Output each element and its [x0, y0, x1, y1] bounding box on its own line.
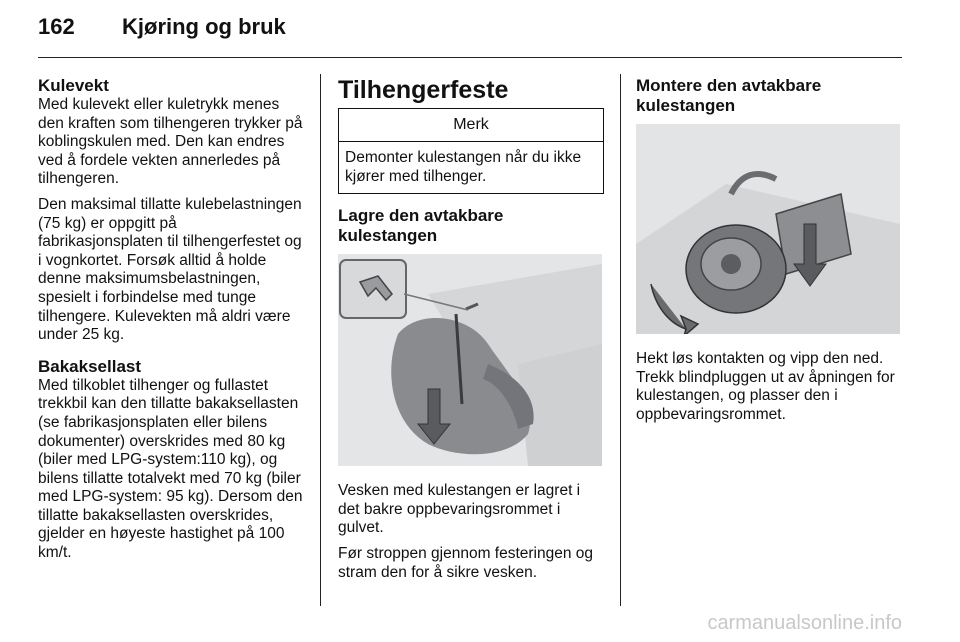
note-box: [338, 108, 604, 194]
paragraph-kulebelastning: Den maksimal tillatte kulebelastningen (75 kg) er oppgitt på fabrikasjonsplaten til tilhengerfestet og i vognkortet. Forsøk alltid å holde denne maksimumsbelastningen, spesielt i forbindelse med tunge tilhengere. Kulevekten må aldri være under 25 kg.: [38, 195, 302, 344]
paragraph-montere: Hekt løs kontakten og vipp den ned. Trekk blindpluggen ut av åpningen for kulestangen, og plasser den i oppbevaringsrommet.: [636, 350, 895, 423]
socket-drawing: [636, 124, 900, 334]
heading-bakaksellast: Bakaksellast: [38, 356, 142, 376]
paragraph-bakaksellast: Med tilkoblet tilhenger og fullastet trekkbil kan den tillatte bakaksellasten (se fabrikasjonsplaten eller bilens dokumenter) overskrides med 80 kg (biler med LPG-system:110 kg), og bilens tillatte totalvekt med 70 kg (biler med LPG-system: 95 kg). Dersom den tillatte bakaksellasten overskrides, gjelder en høyeste hastighet på 100 km/t.: [38, 376, 303, 562]
column-divider-2: [620, 74, 621, 606]
illustration-storage-bag: [338, 254, 602, 466]
illustration-socket: [636, 124, 900, 334]
note-body: Demonter kulestangen når du ikke kjører med tilhenger.: [345, 149, 582, 185]
column-2: [338, 76, 604, 589]
section-title-tilhengerfeste: Tilhengerfeste: [338, 76, 509, 104]
chapter-title: Kjøring og bruk: [122, 14, 286, 39]
column-3: [636, 76, 902, 431]
heading-lagre: Lagre den avtakbare kulestangen: [338, 206, 504, 246]
paragraph-lagret: Vesken med kulestangen er lagret i det bakre oppbevaringsrommet i gulvet.: [338, 482, 581, 537]
note-title: Merk: [339, 109, 603, 142]
column-1: [38, 76, 304, 570]
heading-montere: Montere den avtakbare kulestangen: [636, 76, 822, 115]
paragraph-stropp: Før stroppen gjennom festeringen og stram den for å sikre vesken.: [338, 544, 594, 581]
column-divider-1: [320, 74, 321, 606]
storage-bag-drawing: [338, 254, 602, 466]
header-rule: [38, 57, 902, 58]
paragraph-kulevekt: Med kulevekt eller kuletrykk menes den kraften som tilhengeren trykker på koblingskulen med. Den kan endres ved å fordele vekten annerledes på tilhengeren.: [38, 96, 303, 188]
heading-kulevekt: Kulevekt: [38, 76, 109, 95]
watermark: carmanualsonline.info: [707, 612, 902, 634]
page-number: 162: [38, 14, 75, 39]
